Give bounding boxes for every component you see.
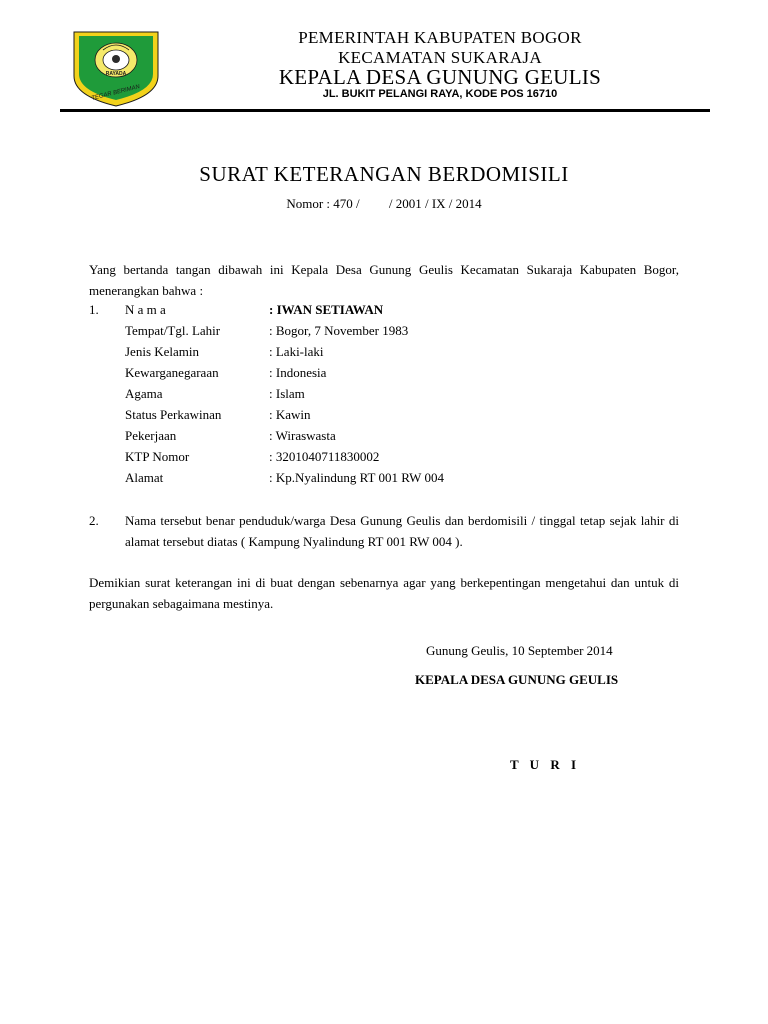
emblem-center-text: RAYADA [105,71,127,77]
field-value-religion: : Islam [269,386,305,401]
field-value-occupation: : Wiraswasta [269,428,336,443]
residence-statement: Nama tersebut benar penduduk/warga Desa Gunung Geulis dan berdomisili / tinggal tetap sejak lahir di alamat tersebut diatas ( Kampung Nyalindung RT 001 RW 004 ). [125,513,679,549]
field-value-citizenship: : Indonesia [269,365,327,380]
signer-title: KEPALA DESA GUNUNG GEULIS [415,672,619,687]
item-number-2: 2. [89,513,99,528]
field-label-name: N a m a [125,302,166,317]
field-label-citizenship: Kewarganegaraan [125,365,219,380]
field-value-birth: : Bogor, 7 November 1983 [269,323,409,338]
letterhead-village-head: KEPALA DESA GUNUNG GEULIS [278,65,602,89]
field-value-marital: : Kawin [269,407,311,422]
document-number: Nomor : 470 / / 2001 / IX / 2014 [286,196,482,211]
document-title: SURAT KETERANGAN BERDOMISILI [199,162,569,186]
kabupaten-bogor-emblem-icon [70,30,162,108]
field-label-address: Alamat [125,470,164,485]
letterhead-district: KECAMATAN SUKARAJA [338,48,542,67]
letterhead-government: PEMERINTAH KABUPATEN BOGOR [298,28,582,47]
field-label-occupation: Pekerjaan [125,428,177,443]
signer-name: T U R I [510,757,581,772]
field-value-ktp: : 3201040711830002 [269,449,380,464]
item-number-1: 1. [89,302,99,317]
field-value-name: : IWAN SETIAWAN [269,302,384,317]
field-label-birth: Tempat/Tgl. Lahir [125,323,221,338]
letterhead-address: JL. BUKIT PELANGI RAYA, KODE POS 16710 [322,88,558,100]
letterhead-divider [60,109,710,112]
field-label-gender: Jenis Kelamin [125,344,200,359]
intro-paragraph: Yang bertanda tangan dibawah ini Kepala Desa Gunung Geulis Kecamatan Sukaraja Kabupaten Bogor, menerangkan bahwa : [89,262,679,298]
closing-paragraph: Demikian surat keterangan ini di buat dengan sebenarnya agar yang berkepentingan mengetahui dan untuk di pergunakan sebagaimana mestinya. [89,575,679,611]
place-and-date: Gunung Geulis, 10 September 2014 [426,643,613,658]
field-value-address: : Kp.Nyalindung RT 001 RW 004 [269,470,444,485]
field-label-religion: Agama [125,386,163,401]
field-label-ktp: KTP Nomor [125,449,190,464]
field-label-marital: Status Perkawinan [125,407,222,422]
emblem-motto: TEGAR BERIMAN [90,84,141,102]
field-value-gender: : Laki-laki [269,344,324,359]
